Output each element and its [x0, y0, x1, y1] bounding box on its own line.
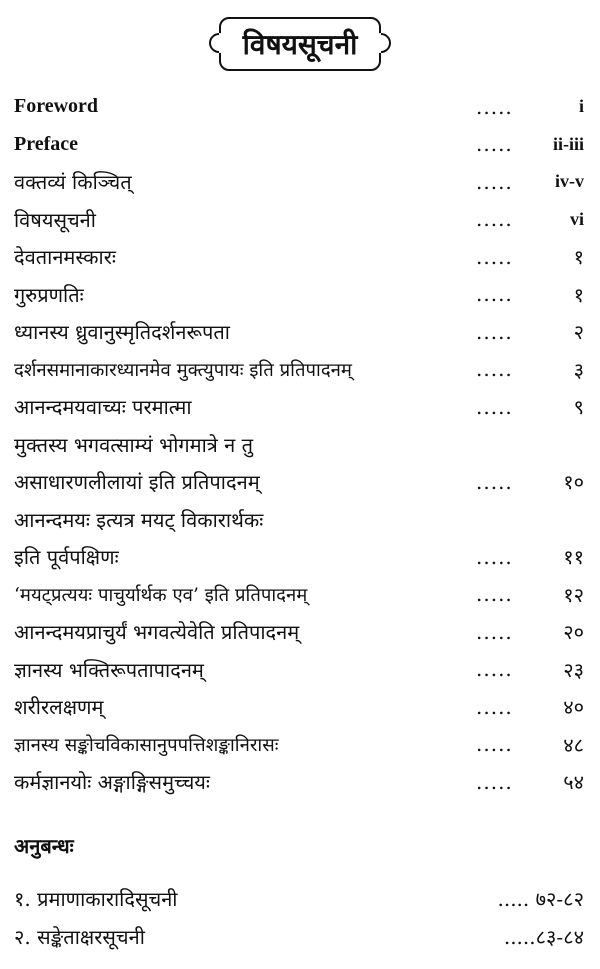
- toc-entry: [14, 651, 584, 689]
- toc-entry-label: ज्ञानस्य सङ्कोचविकासानुपपत्तिशङ्कानिरासः: [14, 734, 279, 756]
- toc-entry-leader: .....: [476, 169, 513, 194]
- toc-entry: [14, 201, 584, 239]
- toc-entry-page: ४०: [563, 695, 584, 720]
- appendix-entry-label: २. सङ्केताक्षरसूचनी: [14, 925, 145, 949]
- toc-entry-label: मुक्तस्य भगवत्साम्यं भोगमात्रे न तु: [14, 432, 254, 457]
- toc-entry-label: ‘मयट्प्रत्ययः पाचुर्यार्थक एव’ इति प्रतिपादनम्: [14, 584, 308, 606]
- toc-entry: [14, 238, 584, 276]
- toc-entry: [14, 688, 584, 726]
- toc-entry-leader: .....: [476, 769, 513, 794]
- toc-entry-label: आनन्दमयः इत्यत्र मयट् विकारार्थकः: [14, 507, 264, 532]
- toc-entry-label: वक्तव्यं किञ्चित्: [14, 170, 132, 195]
- toc-entry-page: ३: [573, 357, 584, 382]
- toc-entry: [14, 313, 584, 351]
- toc-entry-page: ii-iii: [553, 133, 584, 154]
- toc-entry-page: १: [573, 282, 584, 307]
- appendix-entry-label: १. प्रमाणाकारादिसूचनी: [14, 887, 178, 911]
- toc-entry: [14, 163, 584, 201]
- toc-entry: [14, 576, 584, 614]
- toc-entry-page: ९: [573, 395, 584, 420]
- toc-entry: [14, 351, 584, 389]
- toc-entry-leader: .....: [476, 282, 513, 307]
- toc-entry-leader: .....: [476, 394, 513, 419]
- toc-entry-label: ध्यानस्य ध्रुवानुस्मृतिदर्शनरूपता: [14, 320, 230, 345]
- toc-entry-page: ५४: [563, 770, 584, 795]
- toc-entry-page: iv-v: [555, 171, 584, 192]
- toc-entry-label: आनन्दमयप्राचुर्यं भगवत्येवेति प्रतिपादनम्: [14, 620, 300, 645]
- toc-entry-label: ज्ञानस्य भक्तिरूपतापादनम्: [14, 657, 204, 682]
- toc-entry-label: Foreword: [14, 95, 99, 118]
- toc-entry: [14, 538, 584, 576]
- toc-entry-leader: .....: [476, 94, 513, 119]
- toc-entry-leader: .....: [476, 469, 513, 494]
- toc-entry-page: i: [578, 96, 584, 117]
- appendix-entry: [14, 880, 584, 917]
- toc-entry-page: २३: [563, 657, 584, 682]
- toc-entry-label: दर्शनसमानाकारध्यानमेव मुक्त्युपायः इति प्रतिपादनम्: [14, 359, 352, 381]
- toc-entry-leader: .....: [476, 544, 513, 569]
- toc-entry: [14, 613, 584, 651]
- toc-entry-leader: .....: [476, 357, 513, 382]
- toc-entry-leader: .....: [476, 694, 513, 719]
- toc-entry-page: vi: [569, 208, 584, 229]
- toc-entry-label: कर्मज्ञानयोः अङ्गाङ्गिसमुच्चयः: [14, 770, 210, 795]
- title-banner: [0, 18, 600, 70]
- toc-entry-label: देवतानमस्कारः: [14, 245, 116, 270]
- appendix-entry: [14, 918, 584, 955]
- toc-entry-page: १: [573, 245, 584, 270]
- toc-entry-label: इति पूर्वपक्षिणः: [14, 545, 119, 570]
- toc-entry: [14, 463, 584, 501]
- toc-entry-label: विषयसूचनी: [14, 207, 96, 232]
- toc-entry-leader: .....: [476, 132, 513, 157]
- toc-entry-leader: .....: [476, 319, 513, 344]
- toc-entry-label: Preface: [14, 132, 79, 155]
- toc-entry: [14, 726, 584, 764]
- table-of-contents: [14, 88, 584, 801]
- toc-entry-page: ४८: [563, 732, 584, 757]
- toc-entry-leader: .....: [476, 657, 513, 682]
- appendix-entry-page: ..... ७२-८२: [497, 887, 584, 911]
- toc-entry-leader: .....: [476, 244, 513, 269]
- toc-entry-label: गुरुप्रणतिः: [14, 282, 84, 307]
- toc-entry: [14, 276, 584, 314]
- toc-entry-leader: .....: [476, 619, 513, 644]
- page-title: विषयसूचनी: [242, 28, 358, 61]
- toc-entry-page: २: [573, 320, 584, 345]
- toc-entry-page: १०: [563, 470, 584, 495]
- toc-entry: [14, 501, 584, 539]
- toc-entry: [14, 388, 584, 426]
- toc-entry-label: शरीरलक्षणम्: [14, 695, 104, 720]
- toc-entry: [14, 126, 584, 164]
- toc-entry: [14, 763, 584, 801]
- appendix-heading: अनुबन्धः: [14, 834, 74, 858]
- appendix-entry-page: .....८३-८४: [503, 925, 584, 949]
- toc-entry: [14, 426, 584, 464]
- toc-entry-leader: .....: [476, 207, 513, 232]
- toc-entry: [14, 88, 584, 126]
- toc-entry-label: असाधारणलीलायां इति प्रतिपादनम्: [14, 470, 260, 495]
- toc-entry-leader: .....: [476, 582, 513, 607]
- toc-entry-leader: .....: [476, 732, 513, 757]
- title-frame: [219, 17, 382, 71]
- toc-entry-page: २०: [563, 620, 584, 645]
- toc-entry-page: ११: [563, 545, 584, 570]
- toc-entry-label: आनन्दमयवाच्यः परमात्मा: [14, 395, 192, 420]
- toc-entry-page: १२: [563, 582, 584, 607]
